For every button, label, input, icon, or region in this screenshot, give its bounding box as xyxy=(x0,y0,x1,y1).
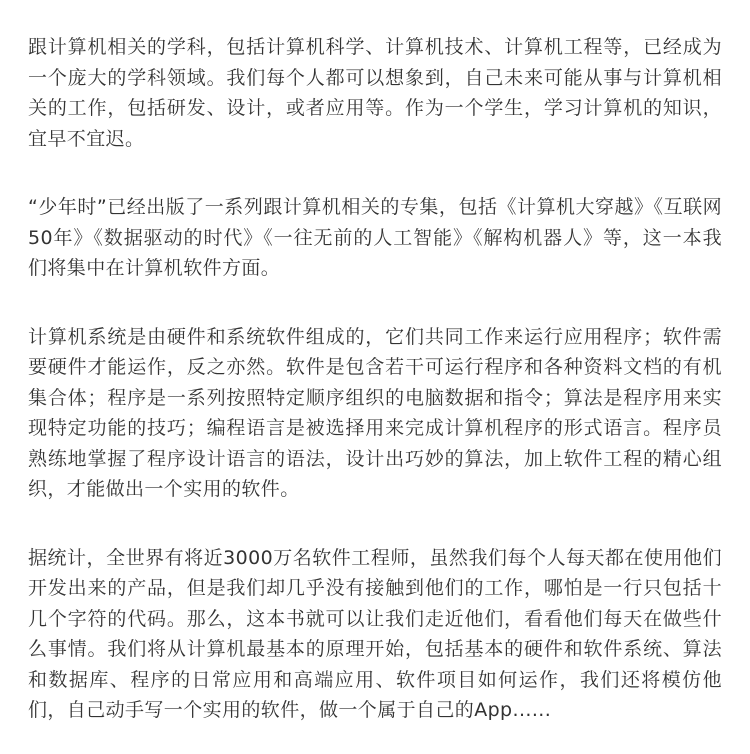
paragraph-4: 据统计，全世界有将近3000万名软件工程师，虽然我们每个人每天都在使用他们开发出来的产品，但是我们却几乎没有接触到他们的工作，哪怕是一行只包括十几个字符的代码。那么，这本书就可以让我们走近他们，看看他们每天在做些什么事情。我们将从计算机最基本的原理开始，包括基本的硬件和软件系统、算法和数据库、程序的日常应用和高端应用、软件项目如何运作，我们还将模仿他们，自己动手写一个实用的软件，做一个属于自己的App...... xyxy=(28,546,722,721)
paragraph-1: 跟计算机相关的学科，包括计算机科学、计算机技术、计算机工程等，已经成为一个庞大的学科领域。我们每个人都可以想象到，自己未来可能从事与计算机相关的工作，包括研发、设计，或者应用等。作为一个学生，学习计算机的知识，宜早不宜迟。 xyxy=(28,36,722,150)
paragraph-2: “少年时”已经出版了一系列跟计算机相关的专集，包括《计算机大穿越》《互联网50年》《数据驱动的时代》《一往无前的人工智能》《解构机器人》等，这一本我们将集中在计算机软件方面。 xyxy=(28,196,722,279)
paragraph-3: 计算机系统是由硬件和系统软件组成的，它们共同工作来运行应用程序；软件需要硬件才能运作，反之亦然。软件是包含若干可运行程序和各种资料文档的有机集合体；程序是一系列按照特定顺序组织的电脑数据和指令；算法是程序用来实现特定功能的技巧；编程语言是被选择用来完成计算机程序的形式语言。程序员熟练地掌握了程序设计语言的语法，设计出巧妙的算法，加上软件工程的精心组织，才能做出一个实用的软件。 xyxy=(28,325,722,500)
